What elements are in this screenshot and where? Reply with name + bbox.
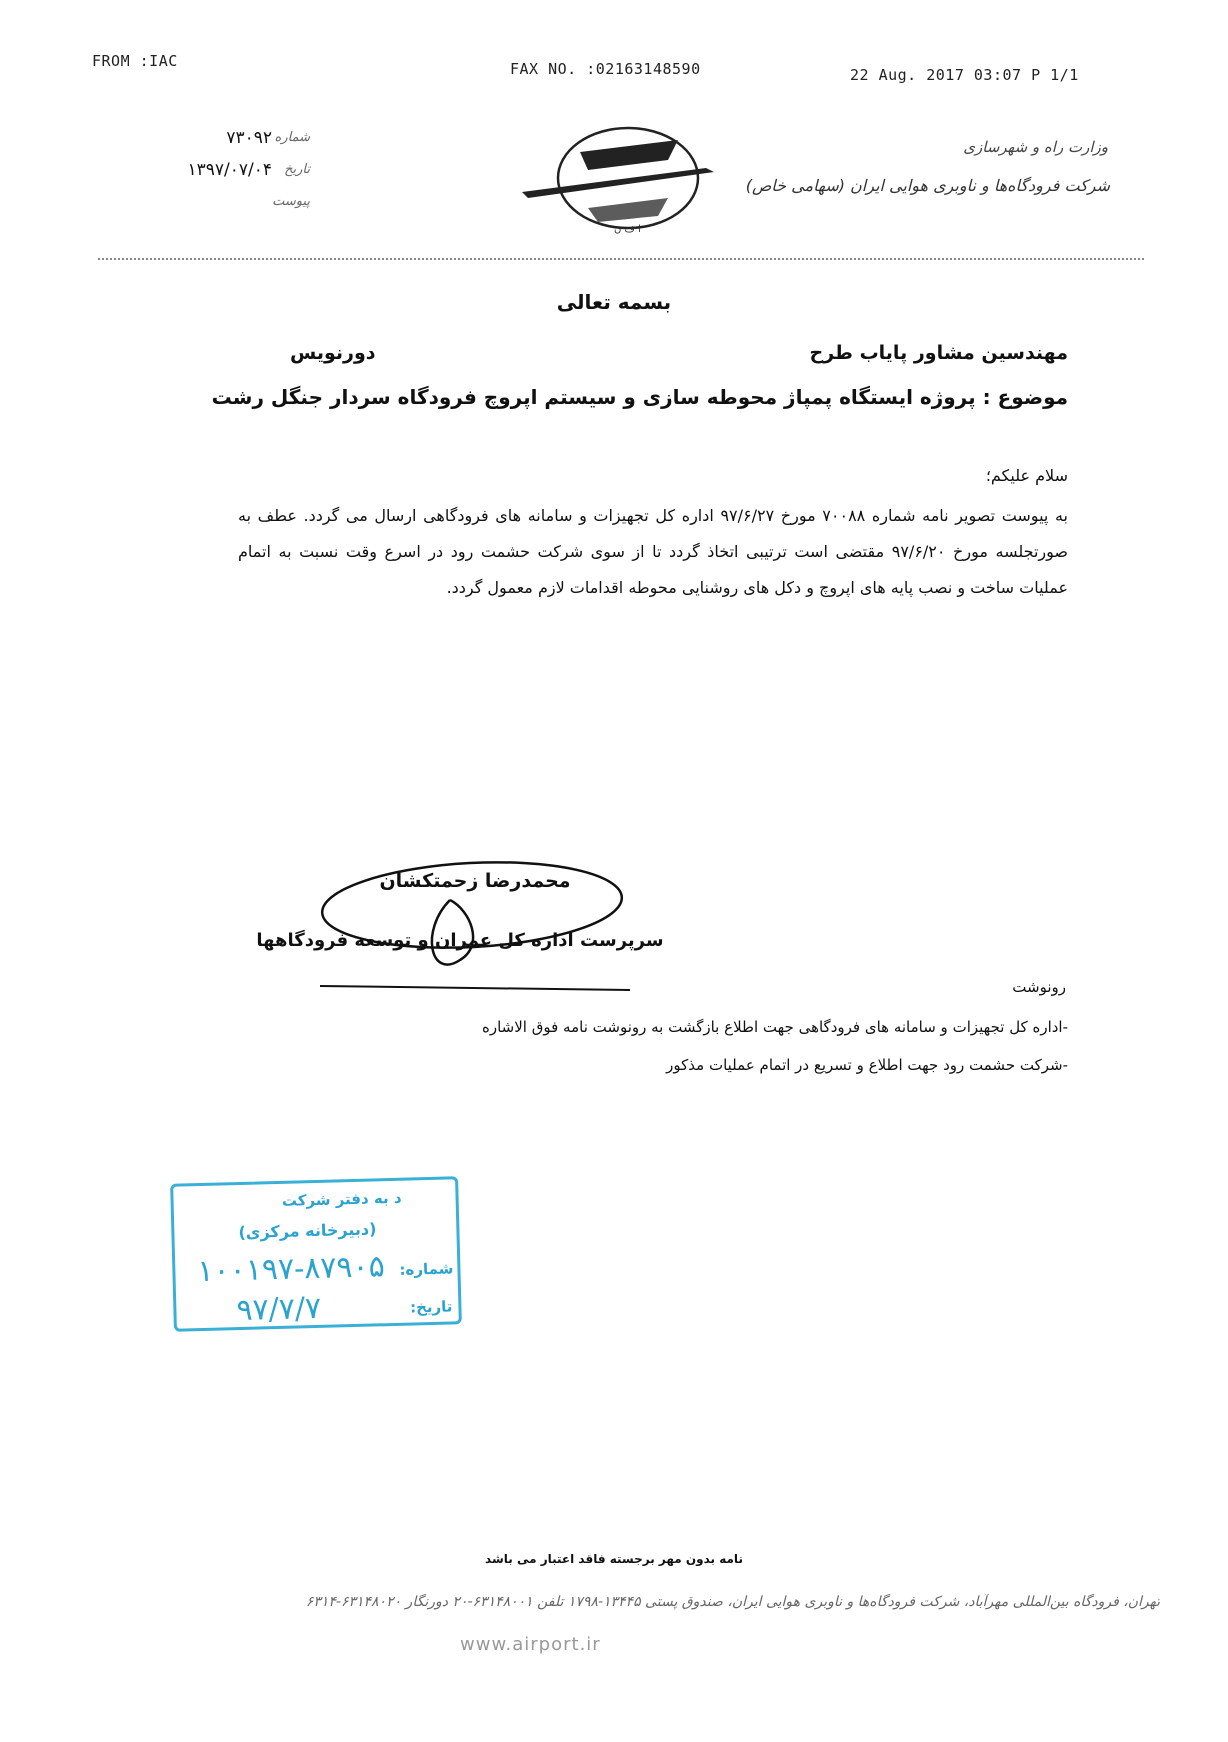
org-company: شرکت فرودگاه‌ها و ناوبری هوایی ایران (سهامی خاص) [745, 176, 1110, 195]
stamp-date-label: تاریخ: [409, 1297, 453, 1317]
footer-address: تهران، فرودگاه بین‌المللی مهرآباد، شرکت فرودگاه‌ها و ناوبری هوایی ایران، صندوق پستی ۱۳۴۴۵-۱۷۹۸ تلفن ۶۳۱۴۸۰۰۱-۲۰ دورنگار ۶۳۱۴۸۰۲۰-۶۳۱۴ [305, 1594, 1160, 1610]
stamp-secretariat-line: (دبیرخانه مرکزی) [238, 1219, 377, 1243]
stamp-office-line: د به دفتر شرکت [281, 1188, 402, 1210]
invocation: بسمه تعالی [556, 290, 672, 314]
fax-from: FROM :IAC [92, 52, 178, 70]
body-paragraph: به پیوست تصویر نامه شماره ۷۰۰۸۸ مورخ ۹۷/۶/۲۷ اداره کل تجهیزات و سامانه های فرودگاهی ارسال می گردد. عطف به صورتجلسه مورخ ۹۷/۶/۲۰ مقتضی است ترتیبی اتخاذ گردد تا از سوی شرکت حشمت رود در اسرع وقت نسبت به اتمام عملیات ساخت و نصب پایه های اپروچ و دکل های روشنایی محوطه اقدامات لازم معمول گردد. [238, 506, 1068, 597]
org-ministry: وزارت راه و شهرسازی [963, 138, 1108, 156]
company-logo-icon [518, 120, 728, 238]
registry-stamp [170, 1176, 462, 1331]
stamp-number-value: ۱۰۰۱۹۷-۸۷۹۰۵ [196, 1249, 386, 1290]
letter-date-label: تاریخ [284, 162, 310, 177]
letter-date-row [150, 160, 380, 186]
letter-number-value: ۷۳۰۹۲ [226, 128, 272, 148]
subject-line: موضوع : پروژه ایستگاه پمپاژ محوطه سازی و سیستم اپروچ فرودگاه سردار جنگل رشت [211, 385, 1068, 409]
letter-attachment-row [150, 192, 380, 218]
signer-title: سرپرست اداره کل عمران و توسعه فرودگاهها [256, 930, 664, 951]
fax-date-page: 22 Aug. 2017 03:07 P 1/1 [850, 66, 1079, 84]
footer-website: www.airport.ir [460, 1634, 601, 1655]
cc-label: رونوشت [1012, 978, 1066, 996]
letter-attachment-label: پیوست [272, 194, 310, 209]
signer-name: محمدرضا زحمتکشان [379, 870, 571, 892]
greeting: سلام علیکم؛ [985, 466, 1068, 485]
letter-number-label: شماره [274, 130, 310, 145]
stamp-date-value: ۹۷/۷/۷ [235, 1290, 322, 1329]
footer-validity-note: نامه بدون مهر برجسته فاقد اعتبار می باشد [485, 1552, 743, 1566]
cc-item: -شرکت حشمت رود جهت اطلاع و تسریع در اتمام عملیات مذکور [666, 1056, 1068, 1074]
letter-number-row [150, 128, 380, 154]
stamp-number-label: شماره: [399, 1259, 454, 1279]
transcript-label: دورنویس [290, 342, 376, 364]
header-divider [98, 258, 1144, 260]
addressee: مهندسین مشاور پایاب طرح [809, 342, 1068, 364]
cc-item: -اداره کل تجهیزات و سامانه های فرودگاهی جهت اطلاع بازگشت به رونوشت نامه فوق الاشاره [482, 1018, 1068, 1036]
fax-number: FAX NO. :02163148590 [510, 60, 701, 78]
letter-date-value: ۱۳۹۷/۰۷/۰۴ [187, 160, 272, 180]
svg-text:ا ف ن: ا ف ن [614, 224, 641, 235]
